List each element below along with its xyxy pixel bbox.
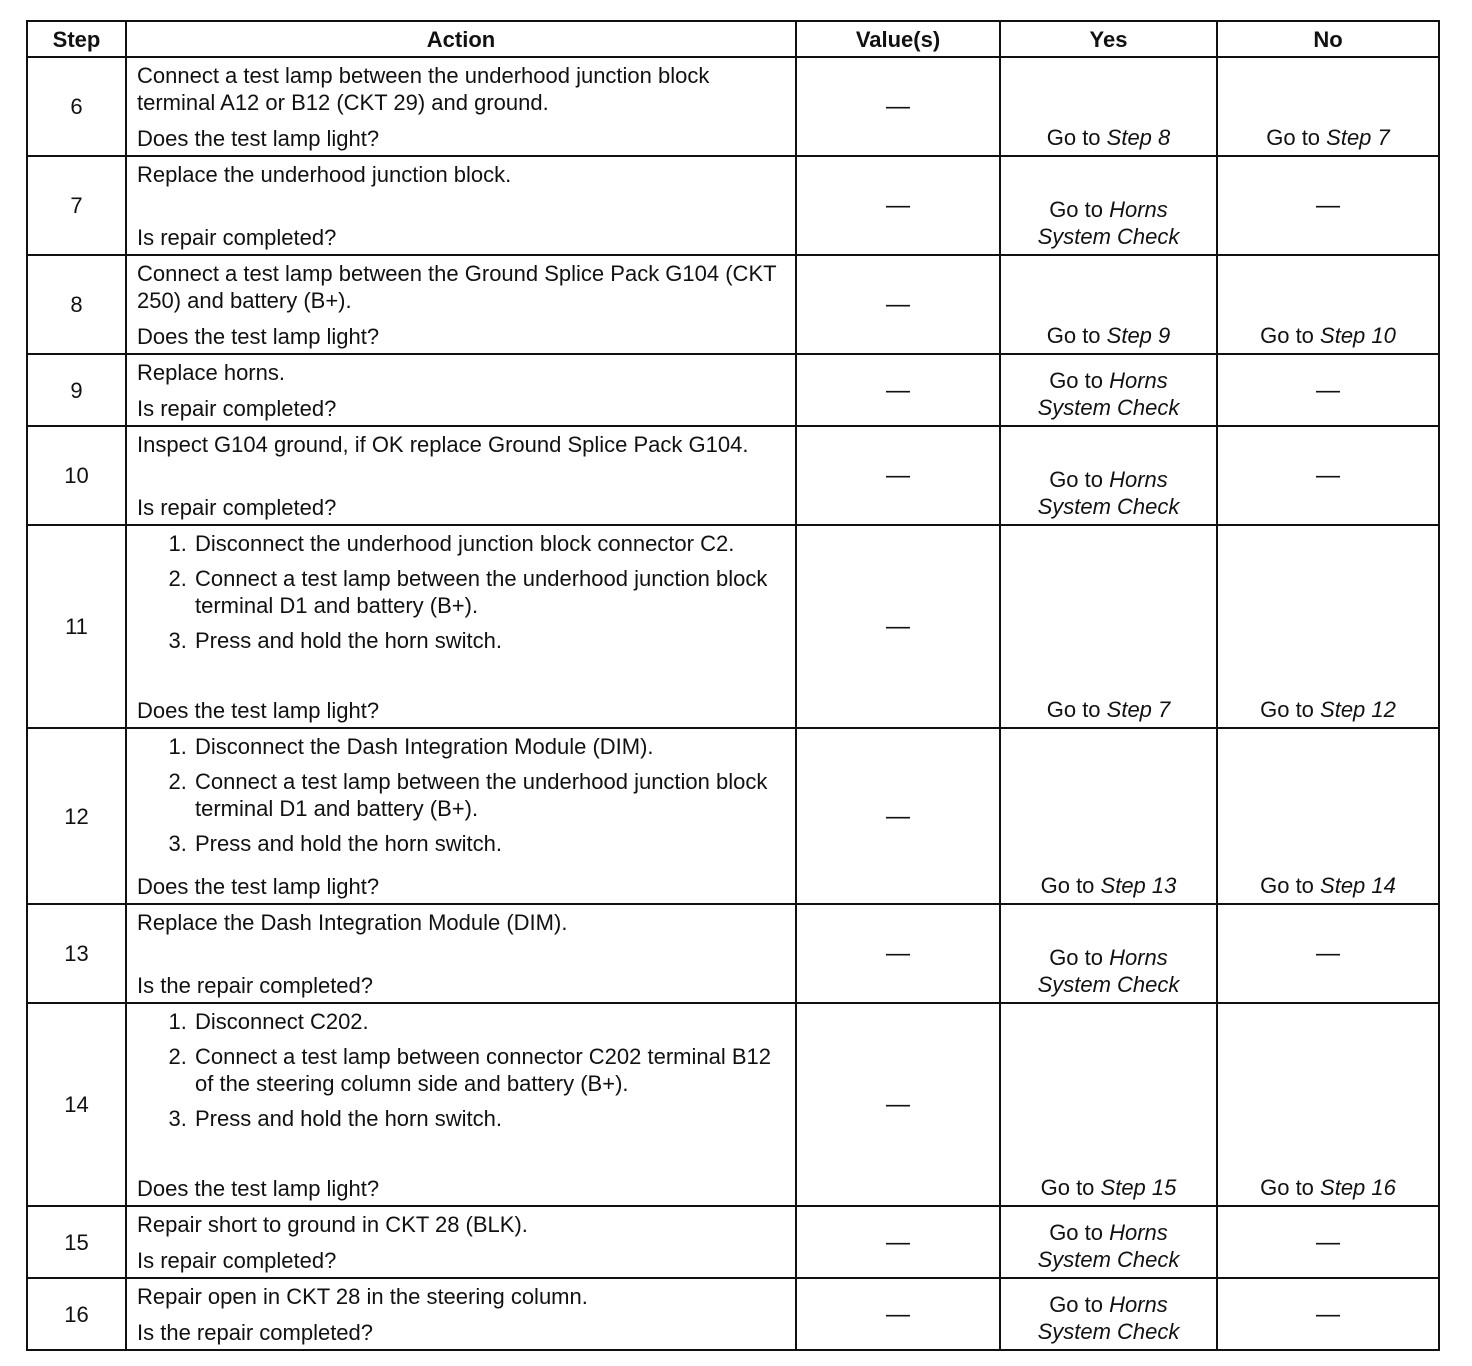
action-cell: [126, 57, 796, 156]
no-result-target: Step 14: [1320, 873, 1396, 898]
no-result: —: [1217, 904, 1439, 1003]
yes-result-target: Horns: [1109, 1292, 1168, 1317]
no-result-line1: Go to Step 10: [1260, 323, 1396, 348]
action-cell: [126, 728, 796, 904]
action-instruction: Connect a test lamp between the Ground Splice Pack G104 (CKT 250) and battery (B+).: [137, 261, 777, 313]
action-cell: [126, 904, 796, 1003]
action-step-item: 2. Connect a test lamp between connector C202 terminal B12 of the steering column side and battery (B+).: [193, 1043, 785, 1097]
action-step-item: 1. Disconnect the Dash Integration Module (DIM).: [193, 733, 785, 760]
yes-result-target: Step 9: [1106, 323, 1171, 348]
step-number: 7: [27, 156, 126, 255]
yes-result-target: Step 15: [1100, 1175, 1177, 1200]
no-result-line1: Go to Step 12: [1260, 697, 1396, 722]
yes-result: [1000, 728, 1217, 904]
action-cell: [126, 525, 796, 728]
yes-result-target: Horns: [1109, 467, 1168, 492]
value-cell: —: [796, 57, 1000, 156]
header-step: Step: [27, 21, 126, 57]
value-cell: —: [796, 525, 1000, 728]
yes-result-target-2: System Check: [1037, 972, 1180, 997]
value-cell: —: [796, 156, 1000, 255]
action-steps-list: [137, 1008, 785, 1132]
action-step-item: 3. Press and hold the horn switch.: [193, 1105, 785, 1132]
action-step-item: 2. Connect a test lamp between the underhood junction block terminal D1 and battery (B+).: [193, 565, 785, 619]
yes-result-target: Step 7: [1106, 697, 1171, 722]
action-question: Is repair completed?: [137, 396, 337, 421]
action-instruction: Inspect G104 ground, if OK replace Ground Splice Pack G104.: [137, 432, 749, 457]
no-result-target: Step 16: [1320, 1175, 1396, 1200]
value-cell: —: [796, 904, 1000, 1003]
action-instruction: Replace the Dash Integration Module (DIM).: [137, 910, 568, 935]
action-cell: [126, 1003, 796, 1206]
table-row: [27, 904, 1439, 1003]
yes-result: [1000, 1003, 1217, 1206]
yes-result-target: Horns: [1109, 368, 1168, 393]
header-action: Action: [126, 21, 796, 57]
action-cell: [126, 354, 796, 426]
yes-result: [1000, 904, 1217, 1003]
no-result: [1217, 728, 1439, 904]
yes-result: [1000, 426, 1217, 525]
no-result: —: [1217, 156, 1439, 255]
yes-result-line1: Go to Step 8: [1046, 125, 1171, 150]
yes-result: [1000, 1206, 1217, 1278]
action-question: Is the repair completed?: [137, 973, 374, 998]
yes-result-line1: Go to Horns: [1049, 368, 1168, 393]
action-cell: [126, 426, 796, 525]
table-row: [27, 1206, 1439, 1278]
value-cell: —: [796, 728, 1000, 904]
no-result-target: Step 12: [1320, 697, 1396, 722]
table-row: [27, 426, 1439, 525]
yes-result-target: Horns: [1109, 197, 1168, 222]
step-number: 15: [27, 1206, 126, 1278]
table-row: [27, 57, 1439, 156]
yes-result-line1: Go to Step 15: [1040, 1175, 1177, 1200]
yes-result-target: Horns: [1109, 1220, 1168, 1245]
action-step-item: 1. Disconnect the underhood junction block connector C2.: [193, 530, 785, 557]
action-question: Does the test lamp light?: [137, 324, 380, 349]
action-step-item: 3. Press and hold the horn switch.: [193, 830, 785, 857]
no-result-line1: Go to Step 16: [1260, 1175, 1396, 1200]
yes-result-line1: Go to Horns: [1049, 1292, 1168, 1317]
yes-result-target-2: System Check: [1037, 1319, 1180, 1344]
value-cell: —: [796, 255, 1000, 354]
action-instruction: Replace the underhood junction block.: [137, 162, 512, 187]
action-cell: [126, 1278, 796, 1350]
action-instruction: Repair short to ground in CKT 28 (BLK).: [137, 1212, 528, 1237]
yes-result-line1: Go to Horns: [1049, 467, 1168, 492]
value-cell: —: [796, 1206, 1000, 1278]
action-instruction: Repair open in CKT 28 in the steering column.: [137, 1284, 588, 1309]
action-question: Does the test lamp light?: [137, 874, 380, 899]
no-result: —: [1217, 1206, 1439, 1278]
step-number: 14: [27, 1003, 126, 1206]
action-step-item: 2. Connect a test lamp between the underhood junction block terminal D1 and battery (B+).: [193, 768, 785, 822]
yes-result-target-2: System Check: [1037, 494, 1180, 519]
no-result-target: Step 10: [1320, 323, 1396, 348]
action-question: Does the test lamp light?: [137, 1176, 380, 1201]
no-result: [1217, 255, 1439, 354]
action-cell: [126, 156, 796, 255]
table-row: [27, 525, 1439, 728]
yes-result-line1: Go to Step 7: [1046, 697, 1171, 722]
action-question: Does the test lamp light?: [137, 698, 380, 723]
step-number: 11: [27, 525, 126, 728]
header-values: Value(s): [796, 21, 1000, 57]
yes-result-target: Step 8: [1106, 125, 1171, 150]
value-cell: —: [796, 1278, 1000, 1350]
yes-result-line1: Go to Step 13: [1040, 873, 1177, 898]
yes-result-target-2: System Check: [1037, 224, 1180, 249]
yes-result-target-2: System Check: [1037, 1247, 1180, 1272]
table-row: [27, 255, 1439, 354]
no-result: —: [1217, 426, 1439, 525]
no-result: [1217, 57, 1439, 156]
step-number: 16: [27, 1278, 126, 1350]
table-row: [27, 354, 1439, 426]
action-cell: [126, 255, 796, 354]
value-cell: —: [796, 426, 1000, 525]
action-question: Is repair completed?: [137, 495, 337, 520]
value-cell: —: [796, 1003, 1000, 1206]
action-step-item: 3. Press and hold the horn switch.: [193, 627, 785, 654]
step-number: 9: [27, 354, 126, 426]
action-instruction: Connect a test lamp between the underhood junction block terminal A12 or B12 (CKT 29) and ground.: [137, 63, 710, 115]
step-number: 6: [27, 57, 126, 156]
no-result: [1217, 1003, 1439, 1206]
step-number: 12: [27, 728, 126, 904]
yes-result-target: Horns: [1109, 945, 1168, 970]
action-step-item: 1. Disconnect C202.: [193, 1008, 785, 1035]
yes-result: [1000, 354, 1217, 426]
no-result-target: Step 7: [1326, 125, 1390, 150]
action-question: Is the repair completed?: [137, 1320, 374, 1345]
table-row: [27, 1278, 1439, 1350]
no-result: —: [1217, 354, 1439, 426]
step-number: 10: [27, 426, 126, 525]
table-row: [27, 156, 1439, 255]
yes-result-line1: Go to Horns: [1049, 945, 1168, 970]
action-steps-list: [137, 530, 785, 654]
action-question: Does the test lamp light?: [137, 126, 380, 151]
yes-result: [1000, 525, 1217, 728]
action-steps-list: [137, 733, 785, 857]
action-question: Is repair completed?: [137, 1248, 337, 1273]
no-result: —: [1217, 1278, 1439, 1350]
table-row: [27, 1003, 1439, 1206]
step-number: 8: [27, 255, 126, 354]
yes-result: [1000, 1278, 1217, 1350]
header-yes: Yes: [1000, 21, 1217, 57]
value-cell: —: [796, 354, 1000, 426]
header-row: [27, 21, 1439, 57]
yes-result: [1000, 255, 1217, 354]
yes-result-line1: Go to Horns: [1049, 1220, 1168, 1245]
table-row: [27, 728, 1439, 904]
yes-result-target-2: System Check: [1037, 395, 1180, 420]
header-no: No: [1217, 21, 1439, 57]
step-number: 13: [27, 904, 126, 1003]
no-result: [1217, 525, 1439, 728]
no-result-line1: Go to Step 7: [1266, 125, 1390, 150]
no-result-line1: Go to Step 14: [1260, 873, 1396, 898]
yes-result: [1000, 57, 1217, 156]
yes-result-line1: Go to Horns: [1049, 197, 1168, 222]
yes-result-target: Step 13: [1100, 873, 1177, 898]
yes-result-line1: Go to Step 9: [1046, 323, 1171, 348]
action-instruction: Replace horns.: [137, 360, 285, 385]
action-question: Is repair completed?: [137, 225, 337, 250]
diagnostic-table: [26, 20, 1440, 1351]
yes-result: [1000, 156, 1217, 255]
action-cell: [126, 1206, 796, 1278]
